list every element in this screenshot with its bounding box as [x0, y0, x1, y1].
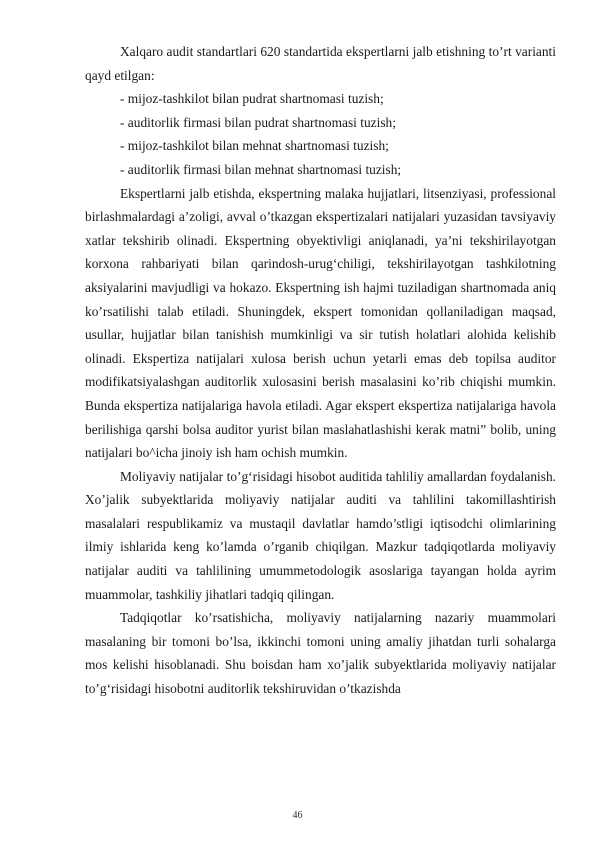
paragraph-intro: Xalqaro audit standartlari 620 standartida ekspertlarni jalb etishning to’rt varianti qayd etilgan:: [85, 44, 556, 83]
paragraph-financial-results: Moliyaviy natijalar to’g‘risidagi hisobot auditida tahliliy amallardan foydalanish. Xo’jalik subyektlarida moliyaviy natijalar auditi va tahlilini takomillashtirish masalalari respublikamiz va mustaqil davlatlar hamdo’stligi iqtisodchi olimlarining ilmiy ishlarida keng ko’lamda o’rganib chiqilgan. Mazkur tadqiqotlarda moliyaviy natijalar auditi va tahlilining umummetodologik asoslariga tayangan holda ayrim muammolar, tashkiliy jihatlari tadqiq qilingan.: [85, 468, 556, 602]
list-item: - auditorlik firmasi bilan pudrat shartnomasi tuzish;: [120, 114, 396, 130]
list-item: - mijoz-tashkilot bilan pudrat shartnomasi tuzish;: [120, 91, 384, 107]
list-item: - auditorlik firmasi bilan mehnat shartnomasi tuzish;: [120, 161, 402, 177]
list-item: - mijoz-tashkilot bilan mehnat shartnomasi tuzish;: [120, 138, 389, 154]
paragraph-research: Tadqiqotlar ko’rsatishicha, moliyaviy natijalarning nazariy muammolari masalaning bir tomoni bo’lsa, ikkinchi tomoni uning amaliy jihatdan turli sohalarga mos kelishi hisoblanadi. Shu boisdan ham xo’jalik subyektlarida moliyaviy natijalar to’g‘risidagi hisobotni auditorlik tekshiruvidan o’tkazishda: [85, 610, 556, 697]
paragraph-experts: Ekspertlarni jalb etishda, ekspertning malaka hujjatlari, litsenziyasi, professional birlashmalardagi a’zoligi, avval o’tkazgan ekspertizalari natijalari yuzasidan tavsiyaviy xatlar tekshirib olinadi. Ekspertning obyektivligi aniqlanadi, ya’ni tekshirilayotgan korxona rahbariyati bilan qarindosh-urug‘chiligi, tekshirilayotgan tashkilotning aksiyalarini mavjudligi va hokazo. Ekspertning ish hajmi tuziladigan shartnomada aniq ko’rsatilishi talab etiladi. Shuningdek, ekspert tomonidan qollaniladigan maqsad, usullar, hujjatlar bilan tanishish mumkinligi va sir tutish holatlari alohida kelishib olinadi. Ekspertiza natijalari xulosa berish uchun yetarli emas deb topilsa auditor modifikatsiyalashgan auditorlik xulosasini berish masalasini ko’rib chiqishi mumkin. Bunda ekspertiza natijalariga havola etiladi. Agar ekspert ekspertiza natijalariga havola berilishiga qarshi bolsa auditor yurist bilan maslahatlashishi kerak matni” bolib, uning natijalari bo^icha jinoiy ish ham ochish mumkin.: [85, 185, 556, 461]
document-page: [85, 40, 556, 701]
page-number: 46: [292, 810, 303, 821]
